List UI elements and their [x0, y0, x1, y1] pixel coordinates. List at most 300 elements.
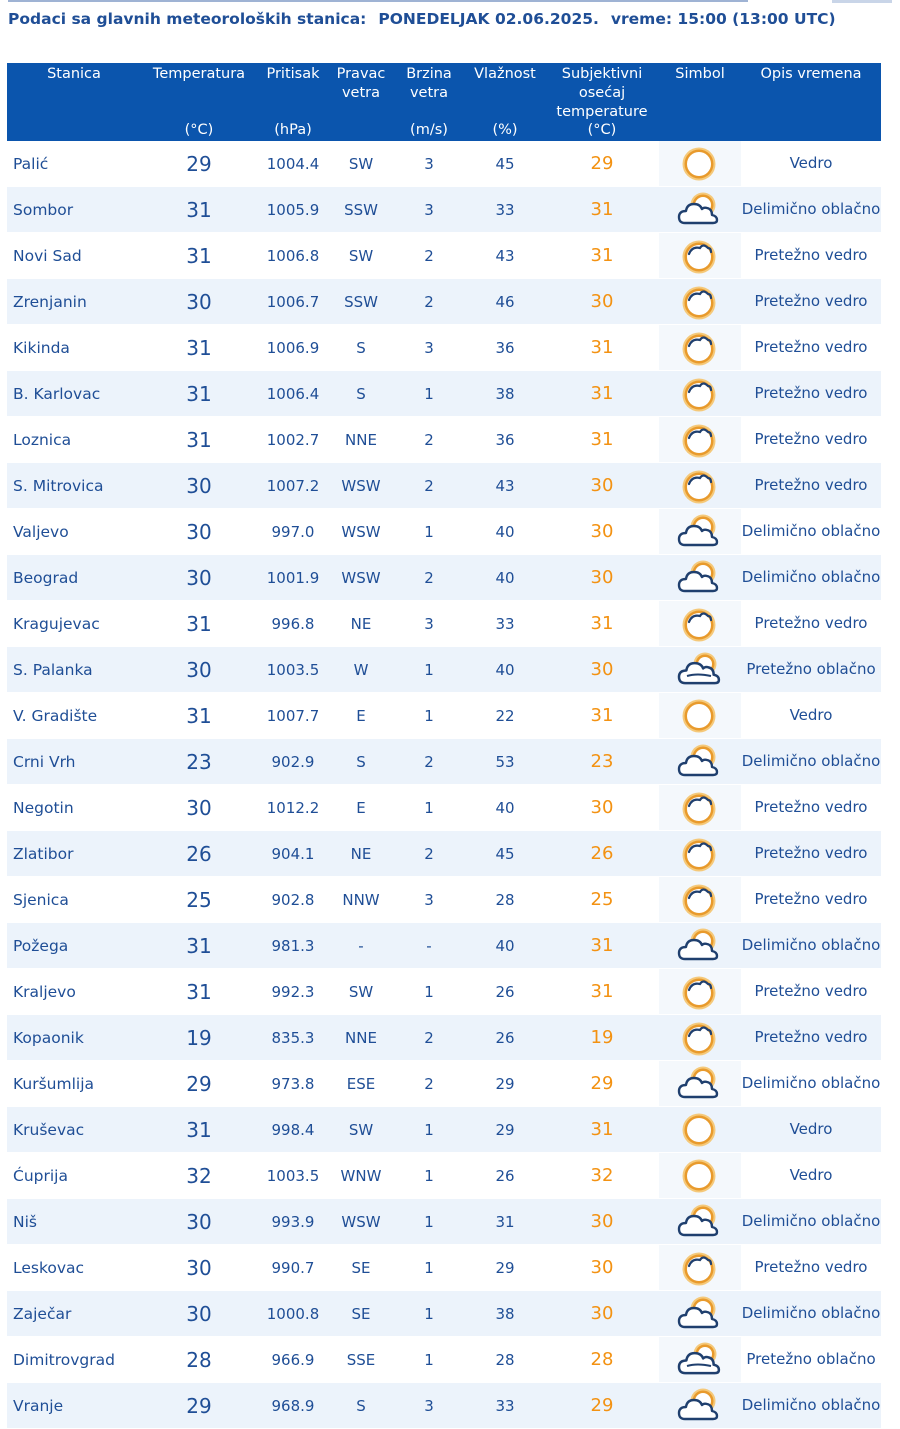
- feels-like-cell: 28: [545, 1337, 659, 1383]
- humidity-cell: 45: [465, 831, 545, 877]
- sun-icon: [677, 1109, 723, 1151]
- feels-like-cell: 31: [545, 371, 659, 417]
- station-cell: Zlatibor: [7, 831, 141, 877]
- table-row: [7, 555, 881, 601]
- station-cell: V. Gradište: [7, 693, 141, 739]
- table-row: [7, 1291, 881, 1337]
- pressure-cell: 997.0: [257, 509, 329, 555]
- wind-speed-cell: 2: [393, 739, 465, 785]
- temp-cell: 31: [141, 325, 257, 371]
- station-cell: Beograd: [7, 555, 141, 601]
- symbol-cell: [659, 233, 741, 279]
- station-cell: Zaječar: [7, 1291, 141, 1337]
- wind-speed-cell: 1: [393, 1337, 465, 1383]
- sun-icon: [677, 1155, 723, 1197]
- table-row: [7, 1383, 881, 1429]
- symbol-cell: [659, 923, 741, 969]
- description-cell: Vedro: [741, 1107, 881, 1153]
- humidity-cell: 36: [465, 325, 545, 371]
- symbol-cell: [659, 693, 741, 739]
- mostly-clear-icon: [677, 879, 723, 921]
- heading-day-date: PONEDELJAK 02.06.2025.: [378, 10, 599, 28]
- wind-speed-cell: 2: [393, 417, 465, 463]
- symbol-cell: [659, 1107, 741, 1153]
- station-cell: Negotin: [7, 785, 141, 831]
- header-label: Pritisak: [266, 66, 320, 82]
- humidity-cell: 40: [465, 785, 545, 831]
- mostly-cloudy-icon: [677, 1339, 723, 1381]
- feels-like-cell: 25: [545, 877, 659, 923]
- description-cell: Pretežno vedro: [741, 371, 881, 417]
- wind-direction-cell: S: [329, 371, 393, 417]
- wind-direction-cell: -: [329, 923, 393, 969]
- symbol-cell: [659, 647, 741, 693]
- feels-like-cell: 31: [545, 601, 659, 647]
- partly-cloudy-icon: [677, 741, 723, 783]
- weather-table-container: [7, 63, 881, 1429]
- humidity-cell: 40: [465, 647, 545, 693]
- table-row: [7, 1245, 881, 1291]
- sun-icon: [677, 695, 723, 737]
- feels-like-cell: 30: [545, 1291, 659, 1337]
- header-unit: (hPa): [274, 122, 312, 138]
- header-label: Subjektivni osećaj temperature: [556, 66, 648, 120]
- humidity-cell: 29: [465, 1107, 545, 1153]
- temp-cell: 30: [141, 647, 257, 693]
- station-cell: Kraljevo: [7, 969, 141, 1015]
- station-cell: Leskovac: [7, 1245, 141, 1291]
- wind-direction-cell: NE: [329, 831, 393, 877]
- description-cell: Pretežno vedro: [741, 1245, 881, 1291]
- symbol-cell: [659, 739, 741, 785]
- station-cell: B. Karlovac: [7, 371, 141, 417]
- wind-speed-cell: 1: [393, 969, 465, 1015]
- table-row: [7, 187, 881, 233]
- header-label: Temperatura: [152, 66, 246, 82]
- header-temp: [141, 63, 257, 141]
- header-pressure: [257, 63, 329, 141]
- temp-cell: 29: [141, 1061, 257, 1107]
- station-cell: Kikinda: [7, 325, 141, 371]
- header-humidity: [465, 63, 545, 141]
- pressure-cell: 1000.8: [257, 1291, 329, 1337]
- symbol-cell: [659, 1383, 741, 1429]
- symbol-cell: [659, 601, 741, 647]
- pressure-cell: 1006.8: [257, 233, 329, 279]
- feels-like-cell: 31: [545, 325, 659, 371]
- mostly-clear-icon: [677, 1017, 723, 1059]
- mostly-cloudy-icon: [677, 649, 723, 691]
- pressure-cell: 996.8: [257, 601, 329, 647]
- wind-speed-cell: 1: [393, 693, 465, 739]
- temp-cell: 31: [141, 233, 257, 279]
- partly-cloudy-icon: [677, 925, 723, 967]
- feels-like-cell: 30: [545, 1199, 659, 1245]
- pressure-cell: 968.9: [257, 1383, 329, 1429]
- wind-direction-cell: SSW: [329, 279, 393, 325]
- symbol-cell: [659, 1061, 741, 1107]
- wind-direction-cell: SW: [329, 141, 393, 187]
- wind-direction-cell: S: [329, 1383, 393, 1429]
- symbol-cell: [659, 1245, 741, 1291]
- sun-icon: [677, 143, 723, 185]
- description-cell: Delimično oblačno: [741, 1061, 881, 1107]
- symbol-cell: [659, 325, 741, 371]
- table-row: [7, 509, 881, 555]
- symbol-cell: [659, 279, 741, 325]
- temp-cell: 31: [141, 601, 257, 647]
- wind-direction-cell: S: [329, 739, 393, 785]
- humidity-cell: 40: [465, 555, 545, 601]
- header-label: Simbol: [675, 66, 725, 82]
- pressure-cell: 1001.9: [257, 555, 329, 601]
- wind-direction-cell: SW: [329, 233, 393, 279]
- mostly-clear-icon: [677, 235, 723, 277]
- wind-direction-cell: ESE: [329, 1061, 393, 1107]
- station-cell: Kopaonik: [7, 1015, 141, 1061]
- table-row: [7, 1061, 881, 1107]
- table-row: [7, 325, 881, 371]
- wind-direction-cell: WNW: [329, 1153, 393, 1199]
- humidity-cell: 29: [465, 1245, 545, 1291]
- humidity-cell: 22: [465, 693, 545, 739]
- humidity-cell: 40: [465, 923, 545, 969]
- header-desc: [741, 63, 881, 141]
- wind-speed-cell: 1: [393, 785, 465, 831]
- wind-speed-cell: 2: [393, 233, 465, 279]
- wind-speed-cell: 1: [393, 1107, 465, 1153]
- description-cell: Delimično oblačno: [741, 739, 881, 785]
- table-row: [7, 417, 881, 463]
- feels-like-cell: 30: [545, 463, 659, 509]
- description-cell: Pretežno vedro: [741, 877, 881, 923]
- header-wind-speed: [393, 63, 465, 141]
- description-cell: Delimično oblačno: [741, 187, 881, 233]
- temp-cell: 31: [141, 417, 257, 463]
- description-cell: Pretežno vedro: [741, 1015, 881, 1061]
- temp-cell: 32: [141, 1153, 257, 1199]
- pressure-cell: 1006.9: [257, 325, 329, 371]
- temp-cell: 31: [141, 923, 257, 969]
- description-cell: Delimično oblačno: [741, 1199, 881, 1245]
- wind-speed-cell: 1: [393, 1245, 465, 1291]
- table-row: [7, 463, 881, 509]
- header-unit: (%): [492, 122, 518, 138]
- symbol-cell: [659, 1337, 741, 1383]
- wind-direction-cell: W: [329, 647, 393, 693]
- table-row: [7, 785, 881, 831]
- wind-direction-cell: S: [329, 325, 393, 371]
- header-feel: [545, 63, 659, 141]
- wind-speed-cell: 2: [393, 279, 465, 325]
- pressure-cell: 1007.7: [257, 693, 329, 739]
- header-wind-dir: [329, 63, 393, 141]
- description-cell: Pretežno oblačno: [741, 1337, 881, 1383]
- header-station: [7, 63, 141, 141]
- pressure-cell: 902.9: [257, 739, 329, 785]
- station-cell: Sjenica: [7, 877, 141, 923]
- wind-speed-cell: 1: [393, 509, 465, 555]
- wind-speed-cell: 2: [393, 1015, 465, 1061]
- header-label: Opis vremena: [760, 66, 862, 82]
- table-row: [7, 969, 881, 1015]
- pressure-cell: 992.3: [257, 969, 329, 1015]
- station-cell: Vranje: [7, 1383, 141, 1429]
- pressure-cell: 1012.2: [257, 785, 329, 831]
- description-cell: Pretežno vedro: [741, 831, 881, 877]
- description-cell: Pretežno vedro: [741, 601, 881, 647]
- symbol-cell: [659, 969, 741, 1015]
- feels-like-cell: 29: [545, 1061, 659, 1107]
- table-row: [7, 371, 881, 417]
- station-cell: Palić: [7, 141, 141, 187]
- description-cell: Pretežno vedro: [741, 325, 881, 371]
- humidity-cell: 43: [465, 233, 545, 279]
- table-row: [7, 831, 881, 877]
- partly-cloudy-icon: [677, 1293, 723, 1335]
- wind-direction-cell: WSW: [329, 555, 393, 601]
- description-cell: Pretežno oblačno: [741, 647, 881, 693]
- symbol-cell: [659, 463, 741, 509]
- wind-direction-cell: NNE: [329, 1015, 393, 1061]
- wind-speed-cell: 1: [393, 371, 465, 417]
- temp-cell: 30: [141, 1199, 257, 1245]
- symbol-cell: [659, 1199, 741, 1245]
- humidity-cell: 26: [465, 969, 545, 1015]
- feels-like-cell: 31: [545, 233, 659, 279]
- wind-direction-cell: E: [329, 785, 393, 831]
- feels-like-cell: 29: [545, 1383, 659, 1429]
- header-label: Vlažnost: [474, 66, 536, 82]
- table-row: [7, 693, 881, 739]
- station-cell: Niš: [7, 1199, 141, 1245]
- wind-speed-cell: 2: [393, 831, 465, 877]
- wind-direction-cell: NE: [329, 601, 393, 647]
- table-row: [7, 877, 881, 923]
- temp-cell: 19: [141, 1015, 257, 1061]
- feels-like-cell: 26: [545, 831, 659, 877]
- description-cell: Delimično oblačno: [741, 1291, 881, 1337]
- temp-cell: 31: [141, 693, 257, 739]
- wind-speed-cell: 2: [393, 463, 465, 509]
- feels-like-cell: 31: [545, 693, 659, 739]
- symbol-cell: [659, 417, 741, 463]
- feels-like-cell: 31: [545, 417, 659, 463]
- heading-time: vreme: 15:00 (13:00 UTC): [610, 10, 836, 28]
- mostly-clear-icon: [677, 419, 723, 461]
- page-heading: [8, 10, 898, 28]
- humidity-cell: 28: [465, 877, 545, 923]
- symbol-cell: [659, 187, 741, 233]
- feels-like-cell: 19: [545, 1015, 659, 1061]
- pressure-cell: 1006.7: [257, 279, 329, 325]
- temp-cell: 30: [141, 509, 257, 555]
- feels-like-cell: 30: [545, 509, 659, 555]
- temp-cell: 31: [141, 1107, 257, 1153]
- feels-like-cell: 29: [545, 141, 659, 187]
- pressure-cell: 1007.2: [257, 463, 329, 509]
- table-header-row: [7, 63, 881, 141]
- station-cell: Crni Vrh: [7, 739, 141, 785]
- temp-cell: 31: [141, 371, 257, 417]
- description-cell: Pretežno vedro: [741, 785, 881, 831]
- station-cell: Kuršumlija: [7, 1061, 141, 1107]
- mostly-clear-icon: [677, 833, 723, 875]
- pressure-cell: 1002.7: [257, 417, 329, 463]
- station-cell: Požega: [7, 923, 141, 969]
- pressure-cell: 990.7: [257, 1245, 329, 1291]
- description-cell: Delimično oblačno: [741, 923, 881, 969]
- humidity-cell: 38: [465, 371, 545, 417]
- station-cell: Sombor: [7, 187, 141, 233]
- pressure-cell: 981.3: [257, 923, 329, 969]
- wind-direction-cell: SSE: [329, 1337, 393, 1383]
- humidity-cell: 45: [465, 141, 545, 187]
- pressure-cell: 904.1: [257, 831, 329, 877]
- pressure-cell: 1006.4: [257, 371, 329, 417]
- feels-like-cell: 32: [545, 1153, 659, 1199]
- temp-cell: 30: [141, 463, 257, 509]
- weather-stations-table: [7, 63, 881, 1429]
- humidity-cell: 26: [465, 1153, 545, 1199]
- humidity-cell: 40: [465, 509, 545, 555]
- table-row: [7, 1337, 881, 1383]
- temp-cell: 31: [141, 969, 257, 1015]
- station-cell: Kruševac: [7, 1107, 141, 1153]
- wind-direction-cell: WSW: [329, 1199, 393, 1245]
- wind-direction-cell: SE: [329, 1291, 393, 1337]
- header-symbol: [659, 63, 741, 141]
- temp-cell: 28: [141, 1337, 257, 1383]
- wind-speed-cell: 3: [393, 325, 465, 371]
- station-cell: S. Mitrovica: [7, 463, 141, 509]
- humidity-cell: 28: [465, 1337, 545, 1383]
- temp-cell: 30: [141, 279, 257, 325]
- pressure-cell: 1003.5: [257, 1153, 329, 1199]
- pressure-cell: 902.8: [257, 877, 329, 923]
- partly-cloudy-icon: [677, 557, 723, 599]
- table-row: [7, 233, 881, 279]
- description-cell: Pretežno vedro: [741, 233, 881, 279]
- partly-cloudy-icon: [677, 189, 723, 231]
- wind-speed-cell: 3: [393, 1383, 465, 1429]
- station-cell: Zrenjanin: [7, 279, 141, 325]
- pressure-cell: 993.9: [257, 1199, 329, 1245]
- station-cell: Kragujevac: [7, 601, 141, 647]
- table-row: [7, 279, 881, 325]
- mostly-clear-icon: [677, 1247, 723, 1289]
- temp-cell: 30: [141, 555, 257, 601]
- humidity-cell: 36: [465, 417, 545, 463]
- wind-speed-cell: 3: [393, 141, 465, 187]
- temp-cell: 29: [141, 1383, 257, 1429]
- symbol-cell: [659, 1153, 741, 1199]
- wind-direction-cell: SW: [329, 1107, 393, 1153]
- description-cell: Delimično oblačno: [741, 509, 881, 555]
- partly-cloudy-icon: [677, 1385, 723, 1427]
- wind-direction-cell: NNW: [329, 877, 393, 923]
- mostly-clear-icon: [677, 281, 723, 323]
- mostly-clear-icon: [677, 787, 723, 829]
- temp-cell: 30: [141, 785, 257, 831]
- humidity-cell: 43: [465, 463, 545, 509]
- humidity-cell: 33: [465, 1383, 545, 1429]
- temp-cell: 31: [141, 187, 257, 233]
- station-cell: Ćuprija: [7, 1153, 141, 1199]
- table-row: [7, 647, 881, 693]
- symbol-cell: [659, 555, 741, 601]
- pressure-cell: 1004.4: [257, 141, 329, 187]
- wind-speed-cell: 1: [393, 1153, 465, 1199]
- humidity-cell: 33: [465, 601, 545, 647]
- mostly-clear-icon: [677, 603, 723, 645]
- description-cell: Delimično oblačno: [741, 555, 881, 601]
- feels-like-cell: 31: [545, 923, 659, 969]
- feels-like-cell: 30: [545, 785, 659, 831]
- header-unit: (°C): [587, 122, 617, 138]
- description-cell: Pretežno vedro: [741, 279, 881, 325]
- symbol-cell: [659, 785, 741, 831]
- partly-cloudy-icon: [677, 1063, 723, 1105]
- humidity-cell: 31: [465, 1199, 545, 1245]
- wind-speed-cell: 1: [393, 647, 465, 693]
- humidity-cell: 29: [465, 1061, 545, 1107]
- header-label: Stanica: [47, 66, 101, 82]
- symbol-cell: [659, 831, 741, 877]
- symbol-cell: [659, 877, 741, 923]
- symbol-cell: [659, 1291, 741, 1337]
- table-row: [7, 601, 881, 647]
- temp-cell: 25: [141, 877, 257, 923]
- humidity-cell: 38: [465, 1291, 545, 1337]
- wind-speed-cell: 3: [393, 877, 465, 923]
- mostly-clear-icon: [677, 327, 723, 369]
- pressure-cell: 835.3: [257, 1015, 329, 1061]
- description-cell: Vedro: [741, 693, 881, 739]
- feels-like-cell: 30: [545, 555, 659, 601]
- feels-like-cell: 31: [545, 969, 659, 1015]
- wind-direction-cell: SSW: [329, 187, 393, 233]
- heading-label: Podaci sa glavnih meteoroloških stanica:: [8, 10, 367, 28]
- table-row: [7, 1015, 881, 1061]
- temp-cell: 26: [141, 831, 257, 877]
- table-row: [7, 739, 881, 785]
- description-cell: Pretežno vedro: [741, 969, 881, 1015]
- top-divider: [8, 0, 748, 2]
- table-row: [7, 1107, 881, 1153]
- table-row: [7, 923, 881, 969]
- partly-cloudy-icon: [677, 1201, 723, 1243]
- table-row: [7, 141, 881, 187]
- feels-like-cell: 30: [545, 1245, 659, 1291]
- partly-cloudy-icon: [677, 511, 723, 553]
- feels-like-cell: 31: [545, 187, 659, 233]
- header-unit: (°C): [184, 122, 214, 138]
- feels-like-cell: 23: [545, 739, 659, 785]
- temp-cell: 30: [141, 1245, 257, 1291]
- temp-cell: 30: [141, 1291, 257, 1337]
- feels-like-cell: 30: [545, 279, 659, 325]
- wind-direction-cell: WSW: [329, 463, 393, 509]
- station-cell: Novi Sad: [7, 233, 141, 279]
- humidity-cell: 53: [465, 739, 545, 785]
- wind-speed-cell: 1: [393, 1199, 465, 1245]
- pressure-cell: 1003.5: [257, 647, 329, 693]
- header-label: Pravac vetra: [336, 66, 386, 101]
- wind-direction-cell: SE: [329, 1245, 393, 1291]
- wind-speed-cell: -: [393, 923, 465, 969]
- wind-speed-cell: 2: [393, 555, 465, 601]
